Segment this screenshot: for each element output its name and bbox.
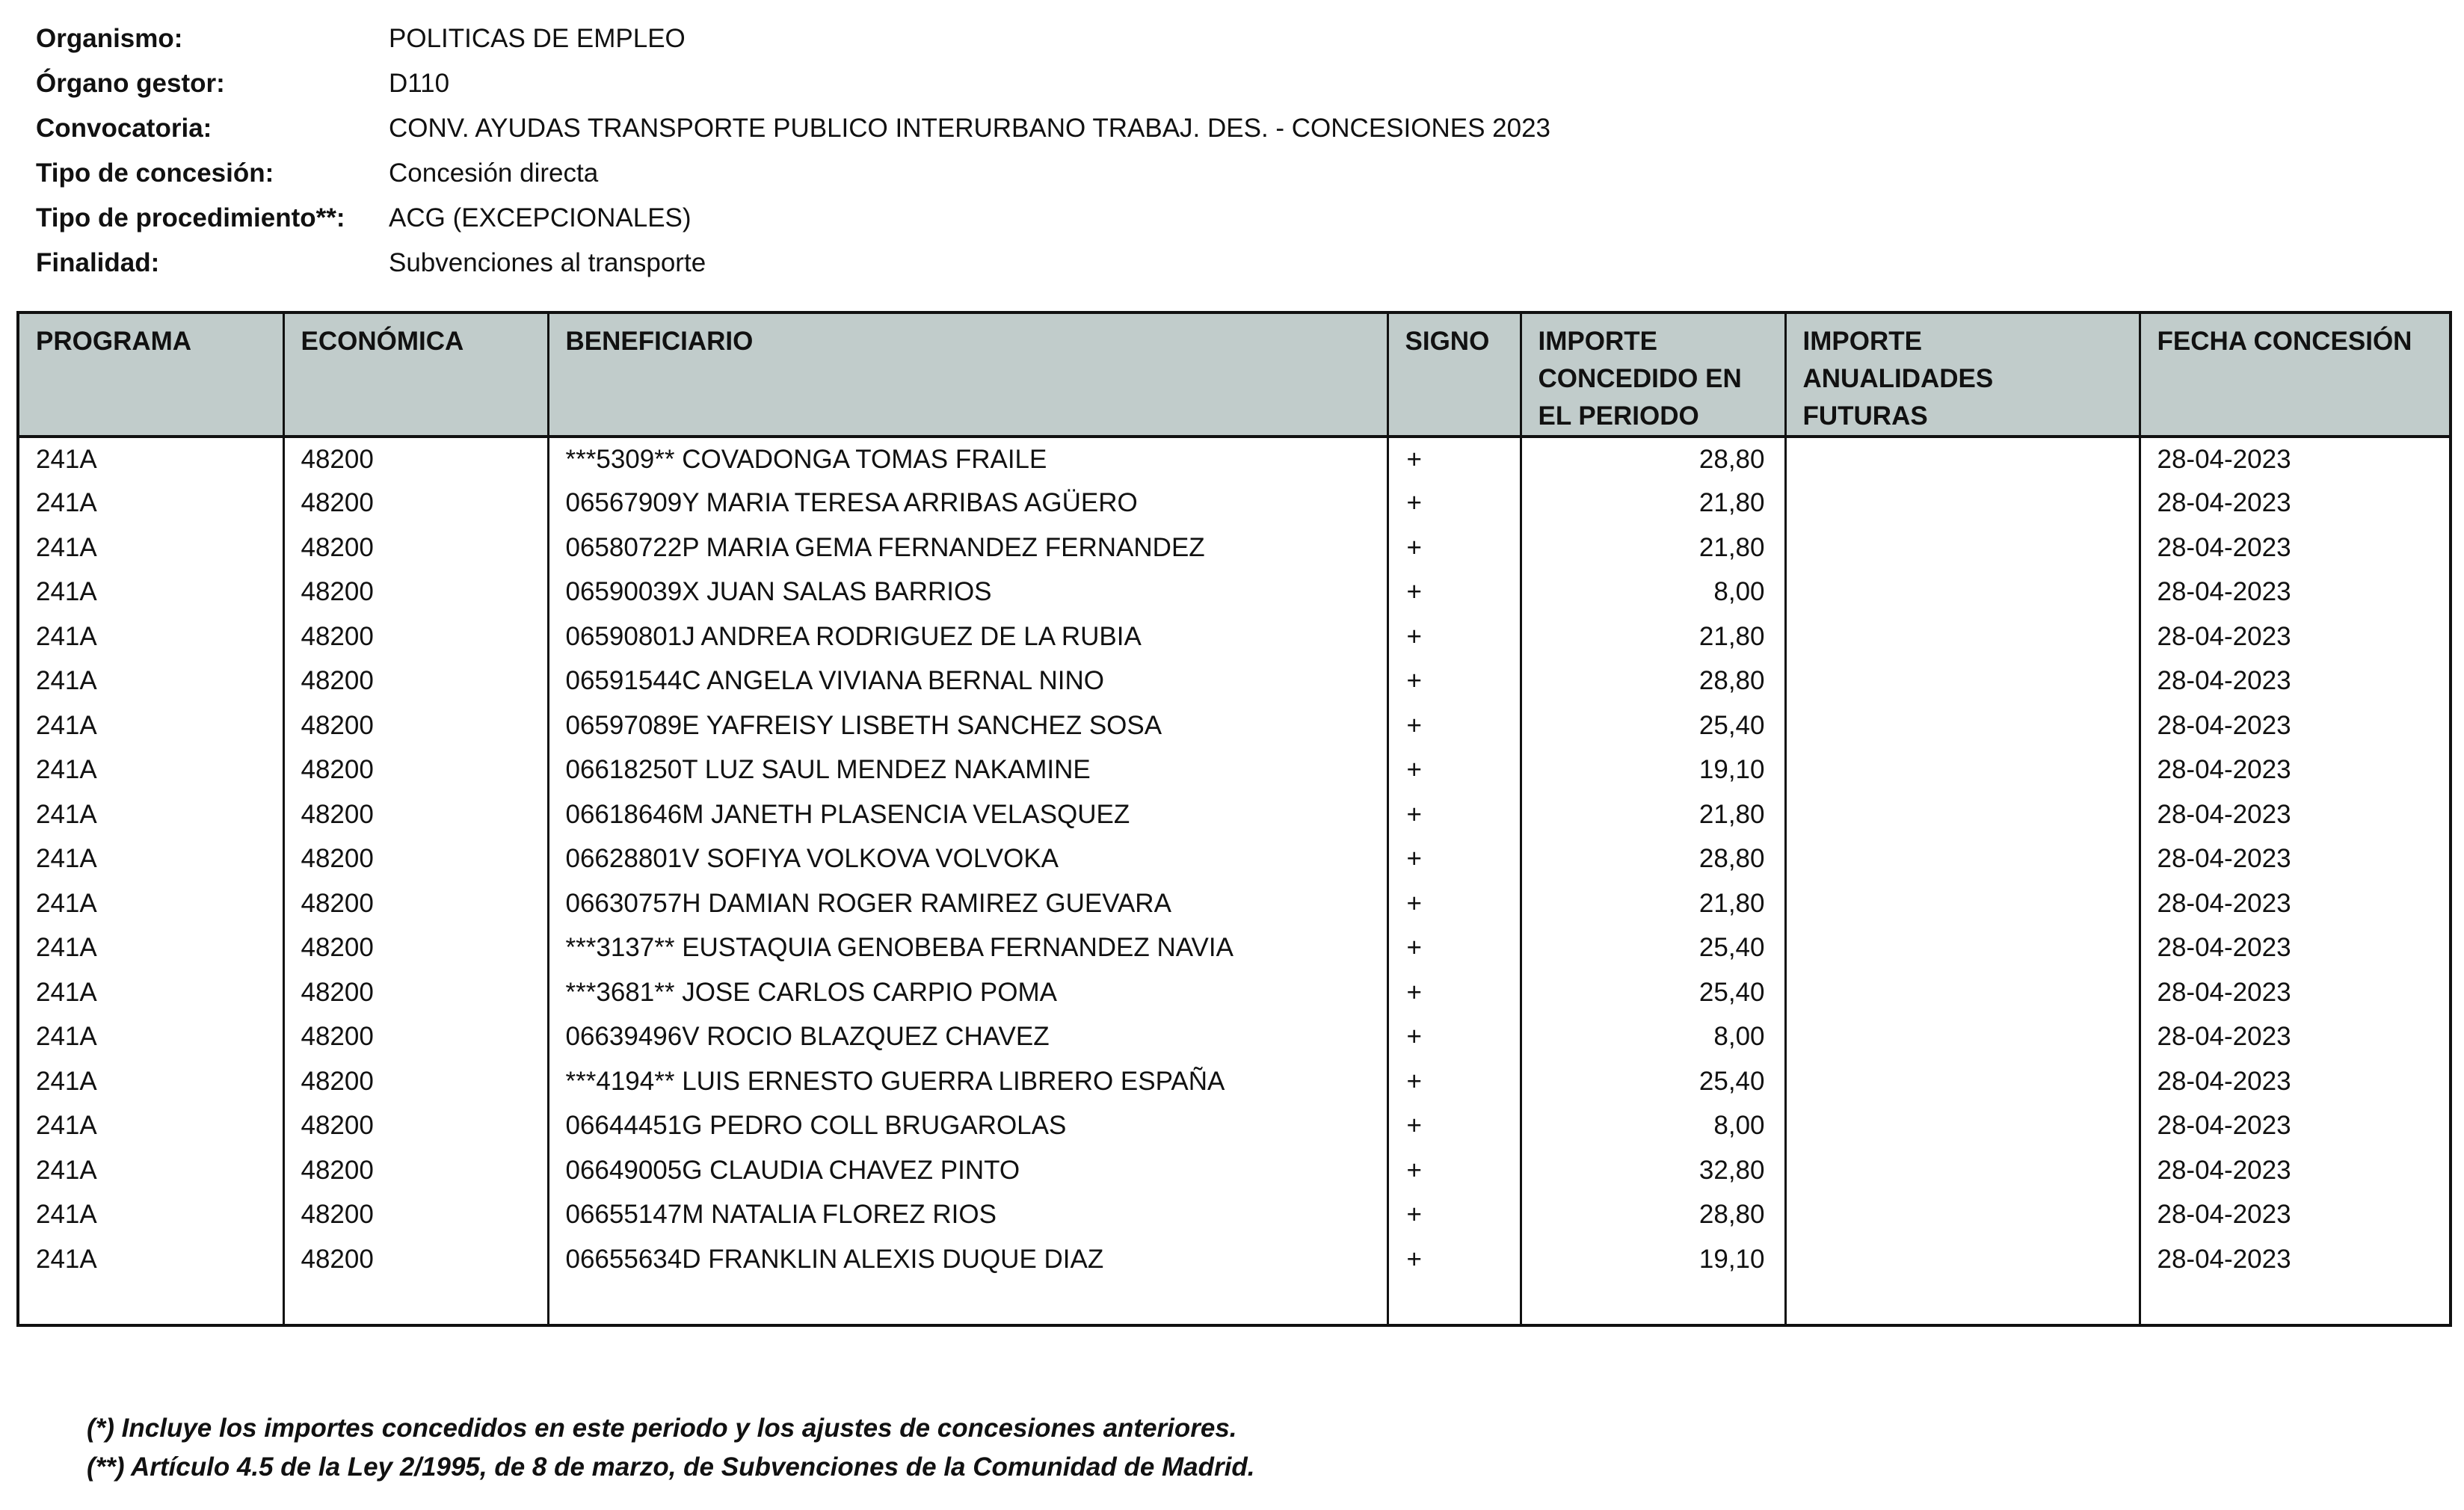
cell-importe: 8,00 (1521, 1104, 1785, 1149)
blank-cell (1521, 1282, 1785, 1325)
cell-fecha: 28-04-2023 (2140, 1148, 2451, 1193)
meta-row (36, 106, 1550, 151)
cell-anualidades (1785, 837, 2140, 882)
table-row (18, 1237, 2451, 1282)
header-anualidades-line: ANUALIDADES (1802, 364, 1994, 393)
cell-importe: 25,40 (1521, 970, 1785, 1015)
blank-cell (18, 1282, 283, 1325)
cell-beneficiario: 06590801J ANDREA RODRIGUEZ DE LA RUBIA (548, 614, 1387, 659)
cell-economica: 48200 (283, 1193, 548, 1238)
cell-beneficiario: 06567909Y MARIA TERESA ARRIBAS AGÜERO (548, 481, 1387, 526)
cell-anualidades (1785, 659, 2140, 704)
cell-fecha: 28-04-2023 (2140, 837, 2451, 882)
cell-programa: 241A (18, 1104, 283, 1149)
cell-beneficiario: 06644451G PEDRO COLL BRUGAROLAS (548, 1104, 1387, 1149)
cell-signo: + (1387, 1059, 1521, 1104)
meta-row (36, 196, 1550, 241)
cell-programa: 241A (18, 926, 283, 971)
cell-beneficiario: ***5309** COVADONGA TOMAS FRAILE (548, 437, 1387, 481)
header-fecha-concesion: FECHA CONCESIÓN (2140, 312, 2451, 437)
table-row (18, 881, 2451, 926)
cell-signo: + (1387, 614, 1521, 659)
cell-beneficiario: 06628801V SOFIYA VOLKOVA VOLVOKA (548, 837, 1387, 882)
cell-importe: 32,80 (1521, 1148, 1785, 1193)
cell-fecha: 28-04-2023 (2140, 570, 2451, 615)
blank-cell (2140, 1282, 2451, 1325)
cell-importe: 28,80 (1521, 437, 1785, 481)
meta-value: ACG (EXCEPCIONALES) (389, 203, 692, 232)
cell-anualidades (1785, 481, 2140, 526)
meta-row (36, 16, 1550, 61)
header-importe-line: CONCEDIDO EN (1538, 364, 1742, 393)
cell-fecha: 28-04-2023 (2140, 792, 2451, 837)
cell-importe: 28,80 (1521, 837, 1785, 882)
table-body (18, 437, 2451, 1325)
cell-economica: 48200 (283, 1059, 548, 1104)
meta-label: Órgano gestor: (36, 69, 225, 98)
cell-importe: 21,80 (1521, 526, 1785, 570)
cell-fecha: 28-04-2023 (2140, 614, 2451, 659)
cell-programa: 241A (18, 1148, 283, 1193)
cell-programa: 241A (18, 614, 283, 659)
table-row (18, 614, 2451, 659)
header-anualidades-line: IMPORTE (1802, 327, 1922, 356)
cell-fecha: 28-04-2023 (2140, 926, 2451, 971)
cell-signo: + (1387, 1237, 1521, 1282)
cell-fecha: 28-04-2023 (2140, 481, 2451, 526)
cell-anualidades (1785, 970, 2140, 1015)
cell-importe: 25,40 (1521, 703, 1785, 748)
cell-programa: 241A (18, 481, 283, 526)
meta-label: Tipo de procedimiento**: (36, 203, 345, 232)
table-row (18, 481, 2451, 526)
table-row (18, 970, 2451, 1015)
cell-programa: 241A (18, 659, 283, 704)
table-blank-row (18, 1282, 2451, 1325)
cell-signo: + (1387, 437, 1521, 481)
blank-cell (283, 1282, 548, 1325)
cell-economica: 48200 (283, 614, 548, 659)
cell-beneficiario: 06597089E YAFREISY LISBETH SANCHEZ SOSA (548, 703, 1387, 748)
cell-fecha: 28-04-2023 (2140, 703, 2451, 748)
cell-beneficiario: ***4194** LUIS ERNESTO GUERRA LIBRERO ESPAÑA (548, 1059, 1387, 1104)
cell-importe: 19,10 (1521, 748, 1785, 793)
cell-economica: 48200 (283, 1104, 548, 1149)
cell-importe: 21,80 (1521, 614, 1785, 659)
table-header-row (18, 312, 2451, 437)
document-metadata (36, 16, 1550, 286)
cell-anualidades (1785, 1148, 2140, 1193)
cell-economica: 48200 (283, 437, 548, 481)
cell-economica: 48200 (283, 926, 548, 971)
cell-beneficiario: 06580722P MARIA GEMA FERNANDEZ FERNANDEZ (548, 526, 1387, 570)
cell-anualidades (1785, 1059, 2140, 1104)
cell-anualidades (1785, 526, 2140, 570)
cell-economica: 48200 (283, 792, 548, 837)
cell-beneficiario: ***3681** JOSE CARLOS CARPIO POMA (548, 970, 1387, 1015)
cell-programa: 241A (18, 526, 283, 570)
cell-anualidades (1785, 748, 2140, 793)
cell-programa: 241A (18, 1193, 283, 1238)
cell-beneficiario: 06630757H DAMIAN ROGER RAMIREZ GUEVARA (548, 881, 1387, 926)
header-importe-concedido (1521, 312, 1785, 437)
cell-anualidades (1785, 703, 2140, 748)
table-row (18, 703, 2451, 748)
header-signo: SIGNO (1387, 312, 1521, 437)
cell-anualidades (1785, 1015, 2140, 1060)
cell-beneficiario: 06591544C ANGELA VIVIANA BERNAL NINO (548, 659, 1387, 704)
meta-value: CONV. AYUDAS TRANSPORTE PUBLICO INTERURBANO TRABAJ. DES. - CONCESIONES 2023 (389, 114, 1551, 143)
header-importe-line: IMPORTE (1538, 327, 1657, 356)
cell-beneficiario: 06655147M NATALIA FLOREZ RIOS (548, 1193, 1387, 1238)
cell-importe: 21,80 (1521, 792, 1785, 837)
cell-signo: + (1387, 703, 1521, 748)
cell-economica: 48200 (283, 970, 548, 1015)
cell-beneficiario: ***3137** EUSTAQUIA GENOBEBA FERNANDEZ NAVIA (548, 926, 1387, 971)
cell-importe: 28,80 (1521, 659, 1785, 704)
header-economica: ECONÓMICA (283, 312, 548, 437)
header-anualidades-line: FUTURAS (1802, 401, 1928, 431)
cell-economica: 48200 (283, 837, 548, 882)
table-row (18, 1015, 2451, 1060)
cell-fecha: 28-04-2023 (2140, 437, 2451, 481)
meta-value: Subvenciones al transporte (389, 248, 706, 277)
table-row (18, 1104, 2451, 1149)
cell-programa: 241A (18, 792, 283, 837)
cell-importe: 8,00 (1521, 1015, 1785, 1060)
cell-importe: 28,80 (1521, 1193, 1785, 1238)
cell-programa: 241A (18, 748, 283, 793)
meta-label: Finalidad: (36, 248, 160, 277)
meta-label: Convocatoria: (36, 114, 212, 143)
cell-fecha: 28-04-2023 (2140, 1059, 2451, 1104)
cell-programa: 241A (18, 881, 283, 926)
cell-importe: 21,80 (1521, 481, 1785, 526)
cell-programa: 241A (18, 1237, 283, 1282)
cell-programa: 241A (18, 703, 283, 748)
grants-table (16, 311, 2452, 1327)
cell-anualidades (1785, 1193, 2140, 1238)
cell-economica: 48200 (283, 881, 548, 926)
table-row (18, 1148, 2451, 1193)
cell-anualidades (1785, 570, 2140, 615)
header-importe-line: EL PERIODO (1538, 401, 1699, 431)
cell-fecha: 28-04-2023 (2140, 1015, 2451, 1060)
meta-value: D110 (389, 69, 450, 98)
cell-anualidades (1785, 1104, 2140, 1149)
cell-signo: + (1387, 1015, 1521, 1060)
cell-fecha: 28-04-2023 (2140, 970, 2451, 1015)
cell-anualidades (1785, 1237, 2140, 1282)
cell-beneficiario: 06618646M JANETH PLASENCIA VELASQUEZ (548, 792, 1387, 837)
table-row (18, 792, 2451, 837)
cell-anualidades (1785, 926, 2140, 971)
cell-programa: 241A (18, 970, 283, 1015)
cell-signo: + (1387, 1148, 1521, 1193)
cell-fecha: 28-04-2023 (2140, 748, 2451, 793)
cell-fecha: 28-04-2023 (2140, 1104, 2451, 1149)
cell-anualidades (1785, 437, 2140, 481)
cell-importe: 25,40 (1521, 926, 1785, 971)
cell-signo: + (1387, 748, 1521, 793)
cell-fecha: 28-04-2023 (2140, 881, 2451, 926)
cell-economica: 48200 (283, 1237, 548, 1282)
blank-cell (548, 1282, 1387, 1325)
cell-signo: + (1387, 659, 1521, 704)
cell-programa: 241A (18, 437, 283, 481)
cell-beneficiario: 06590039X JUAN SALAS BARRIOS (548, 570, 1387, 615)
cell-signo: + (1387, 481, 1521, 526)
meta-label: Organismo: (36, 24, 183, 53)
cell-signo: + (1387, 526, 1521, 570)
meta-row (36, 151, 1550, 196)
table-row (18, 1193, 2451, 1238)
cell-anualidades (1785, 614, 2140, 659)
cell-economica: 48200 (283, 526, 548, 570)
cell-importe: 19,10 (1521, 1237, 1785, 1282)
footnote: (*) Incluye los importes concedidos en este periodo y los ajustes de concesiones anteriores. (87, 1414, 1237, 1443)
table-row (18, 659, 2451, 704)
cell-signo: + (1387, 1104, 1521, 1149)
cell-signo: + (1387, 926, 1521, 971)
header-programa: PROGRAMA (18, 312, 283, 437)
cell-signo: + (1387, 792, 1521, 837)
meta-value: POLITICAS DE EMPLEO (389, 24, 686, 53)
meta-row (36, 241, 1550, 286)
table-row (18, 526, 2451, 570)
cell-programa: 241A (18, 1059, 283, 1104)
cell-fecha: 28-04-2023 (2140, 1193, 2451, 1238)
cell-programa: 241A (18, 1015, 283, 1060)
cell-importe: 21,80 (1521, 881, 1785, 926)
blank-cell (1387, 1282, 1521, 1325)
meta-row (36, 61, 1550, 106)
meta-label: Tipo de concesión: (36, 158, 274, 188)
cell-fecha: 28-04-2023 (2140, 659, 2451, 704)
table-row (18, 837, 2451, 882)
cell-signo: + (1387, 570, 1521, 615)
cell-beneficiario: 06655634D FRANKLIN ALEXIS DUQUE DIAZ (548, 1237, 1387, 1282)
cell-economica: 48200 (283, 570, 548, 615)
cell-economica: 48200 (283, 1148, 548, 1193)
header-importe-anualidades (1785, 312, 2140, 437)
footnotes (87, 1409, 1254, 1487)
cell-economica: 48200 (283, 659, 548, 704)
cell-programa: 241A (18, 837, 283, 882)
cell-signo: + (1387, 837, 1521, 882)
cell-economica: 48200 (283, 703, 548, 748)
cell-economica: 48200 (283, 1015, 548, 1060)
cell-anualidades (1785, 792, 2140, 837)
cell-fecha: 28-04-2023 (2140, 1237, 2451, 1282)
table-row (18, 926, 2451, 971)
meta-value: Concesión directa (389, 158, 599, 188)
cell-importe: 25,40 (1521, 1059, 1785, 1104)
cell-beneficiario: 06649005G CLAUDIA CHAVEZ PINTO (548, 1148, 1387, 1193)
cell-signo: + (1387, 1193, 1521, 1238)
cell-anualidades (1785, 881, 2140, 926)
table-row (18, 748, 2451, 793)
cell-beneficiario: 06639496V ROCIO BLAZQUEZ CHAVEZ (548, 1015, 1387, 1060)
cell-importe: 8,00 (1521, 570, 1785, 615)
cell-economica: 48200 (283, 481, 548, 526)
footnote: (**) Artículo 4.5 de la Ley 2/1995, de 8 de marzo, de Subvenciones de la Comunidad de Madrid. (87, 1452, 1255, 1482)
cell-signo: + (1387, 881, 1521, 926)
cell-programa: 241A (18, 570, 283, 615)
cell-economica: 48200 (283, 748, 548, 793)
blank-cell (1785, 1282, 2140, 1325)
table-row (18, 1059, 2451, 1104)
header-beneficiario: BENEFICIARIO (548, 312, 1387, 437)
cell-signo: + (1387, 970, 1521, 1015)
cell-beneficiario: 06618250T LUZ SAUL MENDEZ NAKAMINE (548, 748, 1387, 793)
table-row (18, 437, 2451, 481)
cell-fecha: 28-04-2023 (2140, 526, 2451, 570)
table-row (18, 570, 2451, 615)
